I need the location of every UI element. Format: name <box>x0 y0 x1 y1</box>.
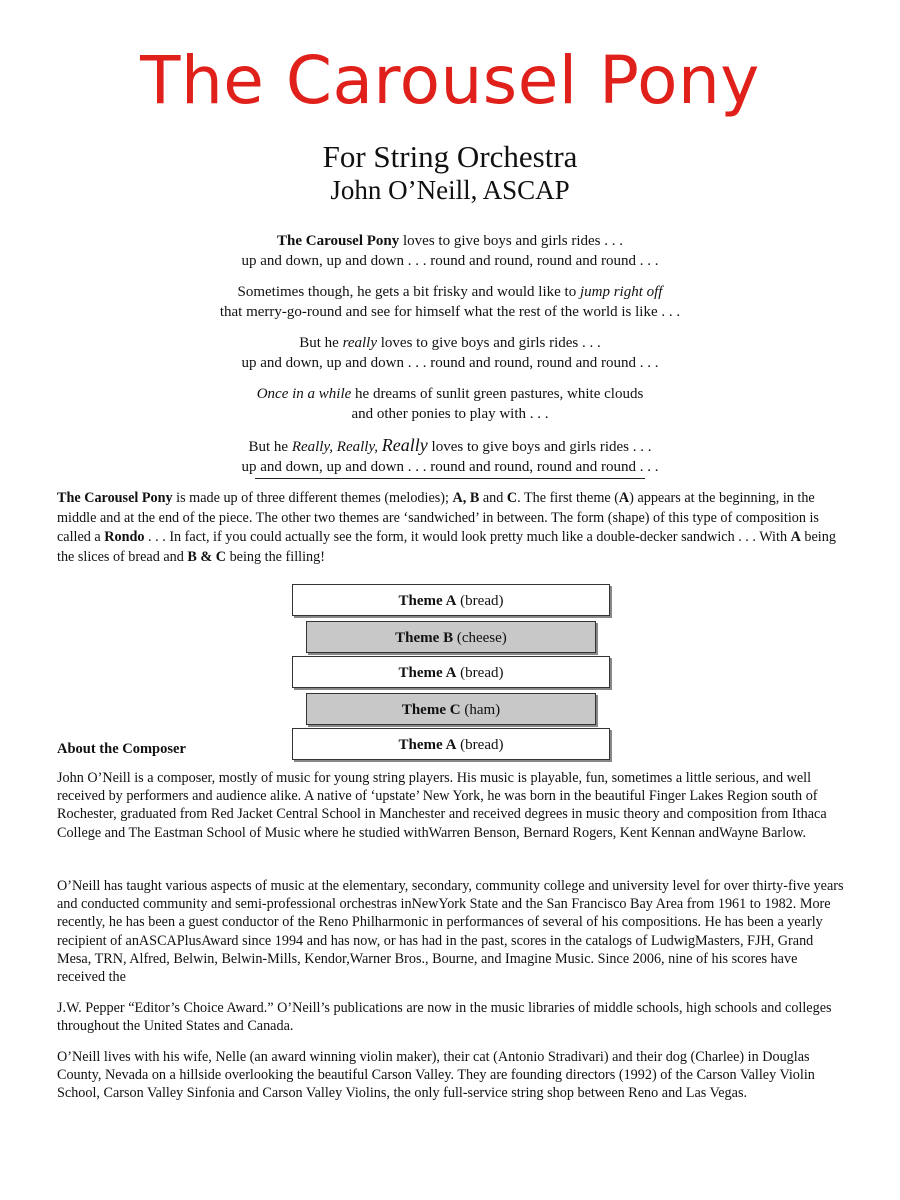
sandwich-layer-theme-a-bottom: Theme A (bread) <box>292 728 610 760</box>
subtitle: For String Orchestra <box>322 139 578 174</box>
poem-line: But he really loves to give boys and girls rides . . . <box>299 335 601 351</box>
poem-line: up and down, up and down . . . round and round, round and round . . . <box>241 459 659 475</box>
poem-line: and other ponies to play with . . . <box>351 406 549 422</box>
page-title: The Carousel Pony <box>140 42 760 119</box>
poem-stanza <box>100 435 800 477</box>
poem-stanza <box>100 231 800 271</box>
sandwich-layer-theme-a-middle: Theme A (bread) <box>292 656 610 688</box>
poem-stanza <box>100 333 800 373</box>
poem-line: up and down, up and down . . . round and round, round and round . . . <box>241 253 659 269</box>
about-paragraph-3: J.W. Pepper “Editor’s Choice Award.” O’Neill’s publications are now in the music libraries of middle schools, high schools and colleges throughout the United States and Canada. <box>57 1000 832 1035</box>
about-paragraph-2: O’Neill has taught various aspects of music at the elementary, secondary, community college and university level for over thirty-five years and conducted community and semi-professional orchestras inNewYork State and the San Francisco Bay Area from 1961 to 1982. More recently, he has been a guest conductor of the Reno Philharmonic in performances of several of his compositions. He has been a yearly recipient of anASCAPlusAward since 1994 and has now, or has had in the past, scores in the catalogs of LudwigMasters, FJH, Grand Mesa, TRN, Alfred, Belwin, Belwin-Mills, Kendor,Warner Bros., Bourne, and Imagine Music. Since 2006, nine of his scores have received the <box>57 878 844 986</box>
poem-line: But he Really, Really, Really loves to give boys and girls rides . . . <box>248 435 652 455</box>
divider <box>255 478 645 479</box>
sandwich-layer-theme-b: Theme B (cheese) <box>306 621 596 653</box>
poem-stanza <box>100 282 800 322</box>
poem-line: that merry-go-round and see for himself what the rest of the world is like . . . <box>219 304 681 320</box>
poem <box>100 231 800 488</box>
about-paragraph-1: John O’Neill is a composer, mostly of music for young string players. His music is playable, fun, sometimes a little serious, and well received by performers and audience alike. A native of ‘upstate’ New York, he was born in the beautiful Finger Lakes Region south of Rochester, graduated from Red Jacket Central School in Manchester and received degrees in music theory and composition from Ithaca College and The Eastman School of Music where he studied withWarren Benson, Bernard Rogers, Kent Kennan andWayne Barlow. <box>57 770 827 841</box>
poem-line: up and down, up and down . . . round and round, round and round . . . <box>241 355 659 371</box>
about-heading: About the Composer <box>57 741 186 757</box>
composer-credit: John O’Neill, ASCAP <box>330 175 570 205</box>
poem-line: Once in a while he dreams of sunlit green pastures, white clouds <box>256 386 644 402</box>
intro-paragraph: The Carousel Pony is made up of three different themes (melodies); A, B and C. The first theme (A) appears at the beginning, in the middle and at the end of the piece. The other two themes are ‘sandwiched’ in between. The form (shape) of this type of composition is called a Rondo . . . In fact, if you could actually see the form, it would look pretty much like a double-decker sandwich . . . With A being the slices of bread and B & C being the filling! <box>57 490 836 565</box>
poem-stanza <box>100 384 800 424</box>
sandwich-layer-theme-c: Theme C (ham) <box>306 693 596 725</box>
sandwich-layer-theme-a-top: Theme A (bread) <box>292 584 610 616</box>
poem-line: Sometimes though, he gets a bit frisky and would like to jump right off <box>237 284 663 300</box>
about-paragraph-4: O’Neill lives with his wife, Nelle (an award winning violin maker), their cat (Antonio Stradivari) and their dog (Charlee) in Douglas County, Nevada on a hillside overlooking the beautiful Carson Valley. They are founding directors (1992) of the Carson Valley Violin School, Carson Valley Sinfonia and Carson Valley Violins, the only full-service string shop between Reno and Las Vegas. <box>57 1049 815 1102</box>
poem-line: The Carousel Pony loves to give boys and girls rides . . . <box>277 233 623 249</box>
